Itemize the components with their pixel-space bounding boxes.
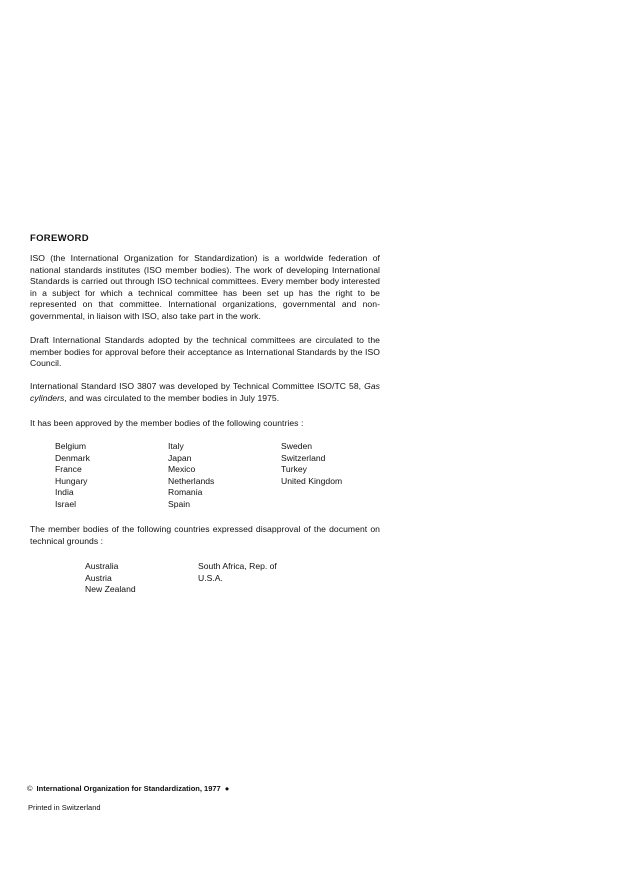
country-item: India [55,487,74,498]
country-item: Austria [85,572,112,583]
approved-countries-column-2 [168,441,214,511]
country-item: Netherlands [168,475,215,486]
bullet-icon: ● [224,784,230,793]
committee-title-italic: Gas cylinders [30,381,380,403]
country-item: U.S.A. [198,572,223,583]
country-item: Italy [168,441,184,451]
country-item: Romania [168,487,203,498]
country-item: Sweden [281,441,313,451]
country-item: Japan [168,452,192,463]
paragraph-standard-development-start: International Standard ISO 3807 was developed by Technical Committee ISO/TC 58, [30,381,365,391]
paragraph-iso-intro: ISO (the International Organization for Standardization) is a worldwide federation of national standards institutes (ISO member bodies). The work of developing International Standards is carried out through ISO technical committees. Every member body interested in a subject for which a technical committee has been set up has the right to be represented on that committee. International organizations, governmental and non-governmental, in liaison with ISO, also take part in the work. [30,253,380,321]
paragraph-standard-development [30,381,380,404]
country-item: Denmark [55,452,90,463]
paragraph-draft-standards: Draft International Standards adopted by the technical committees are circulated to the member bodies for approval before their acceptance as International Standards by the ISO Council. [30,335,380,369]
country-item: United Kingdom [281,475,343,486]
country-item: France [55,464,82,475]
copyright-text: International Organization for Standardization, 1977 [36,784,221,793]
copyright-line [27,784,229,793]
country-item: Switzerland [281,452,326,463]
country-item: New Zealand [85,584,136,595]
paragraph-disapproval-intro: The member bodies of the following countries expressed disapproval of the document on technical grounds : [30,524,380,546]
disapproving-countries-column-1 [85,561,136,596]
country-item: Turkey [281,464,307,475]
country-item: Israel [55,498,77,509]
approved-countries-column-3 [281,441,342,487]
foreword-heading: FOREWORD [30,233,89,244]
paragraph-approval-intro: It has been approved by the member bodies of the following countries : [30,418,304,428]
approved-countries-column-1 [55,441,90,511]
country-item: South Africa, Rep. of [198,561,277,571]
copyright-icon: © [27,784,33,793]
country-item: Belgium [55,441,87,451]
disapproving-countries-column-2 [198,561,277,584]
paragraph-standard-development-end: , and was circulated to the member bodies in July 1975. [64,392,280,403]
country-item: Australia [85,561,119,571]
printed-in-line: Printed in Switzerland [28,803,101,812]
country-item: Spain [168,498,190,509]
country-item: Mexico [168,464,196,475]
country-item: Hungary [55,475,88,486]
